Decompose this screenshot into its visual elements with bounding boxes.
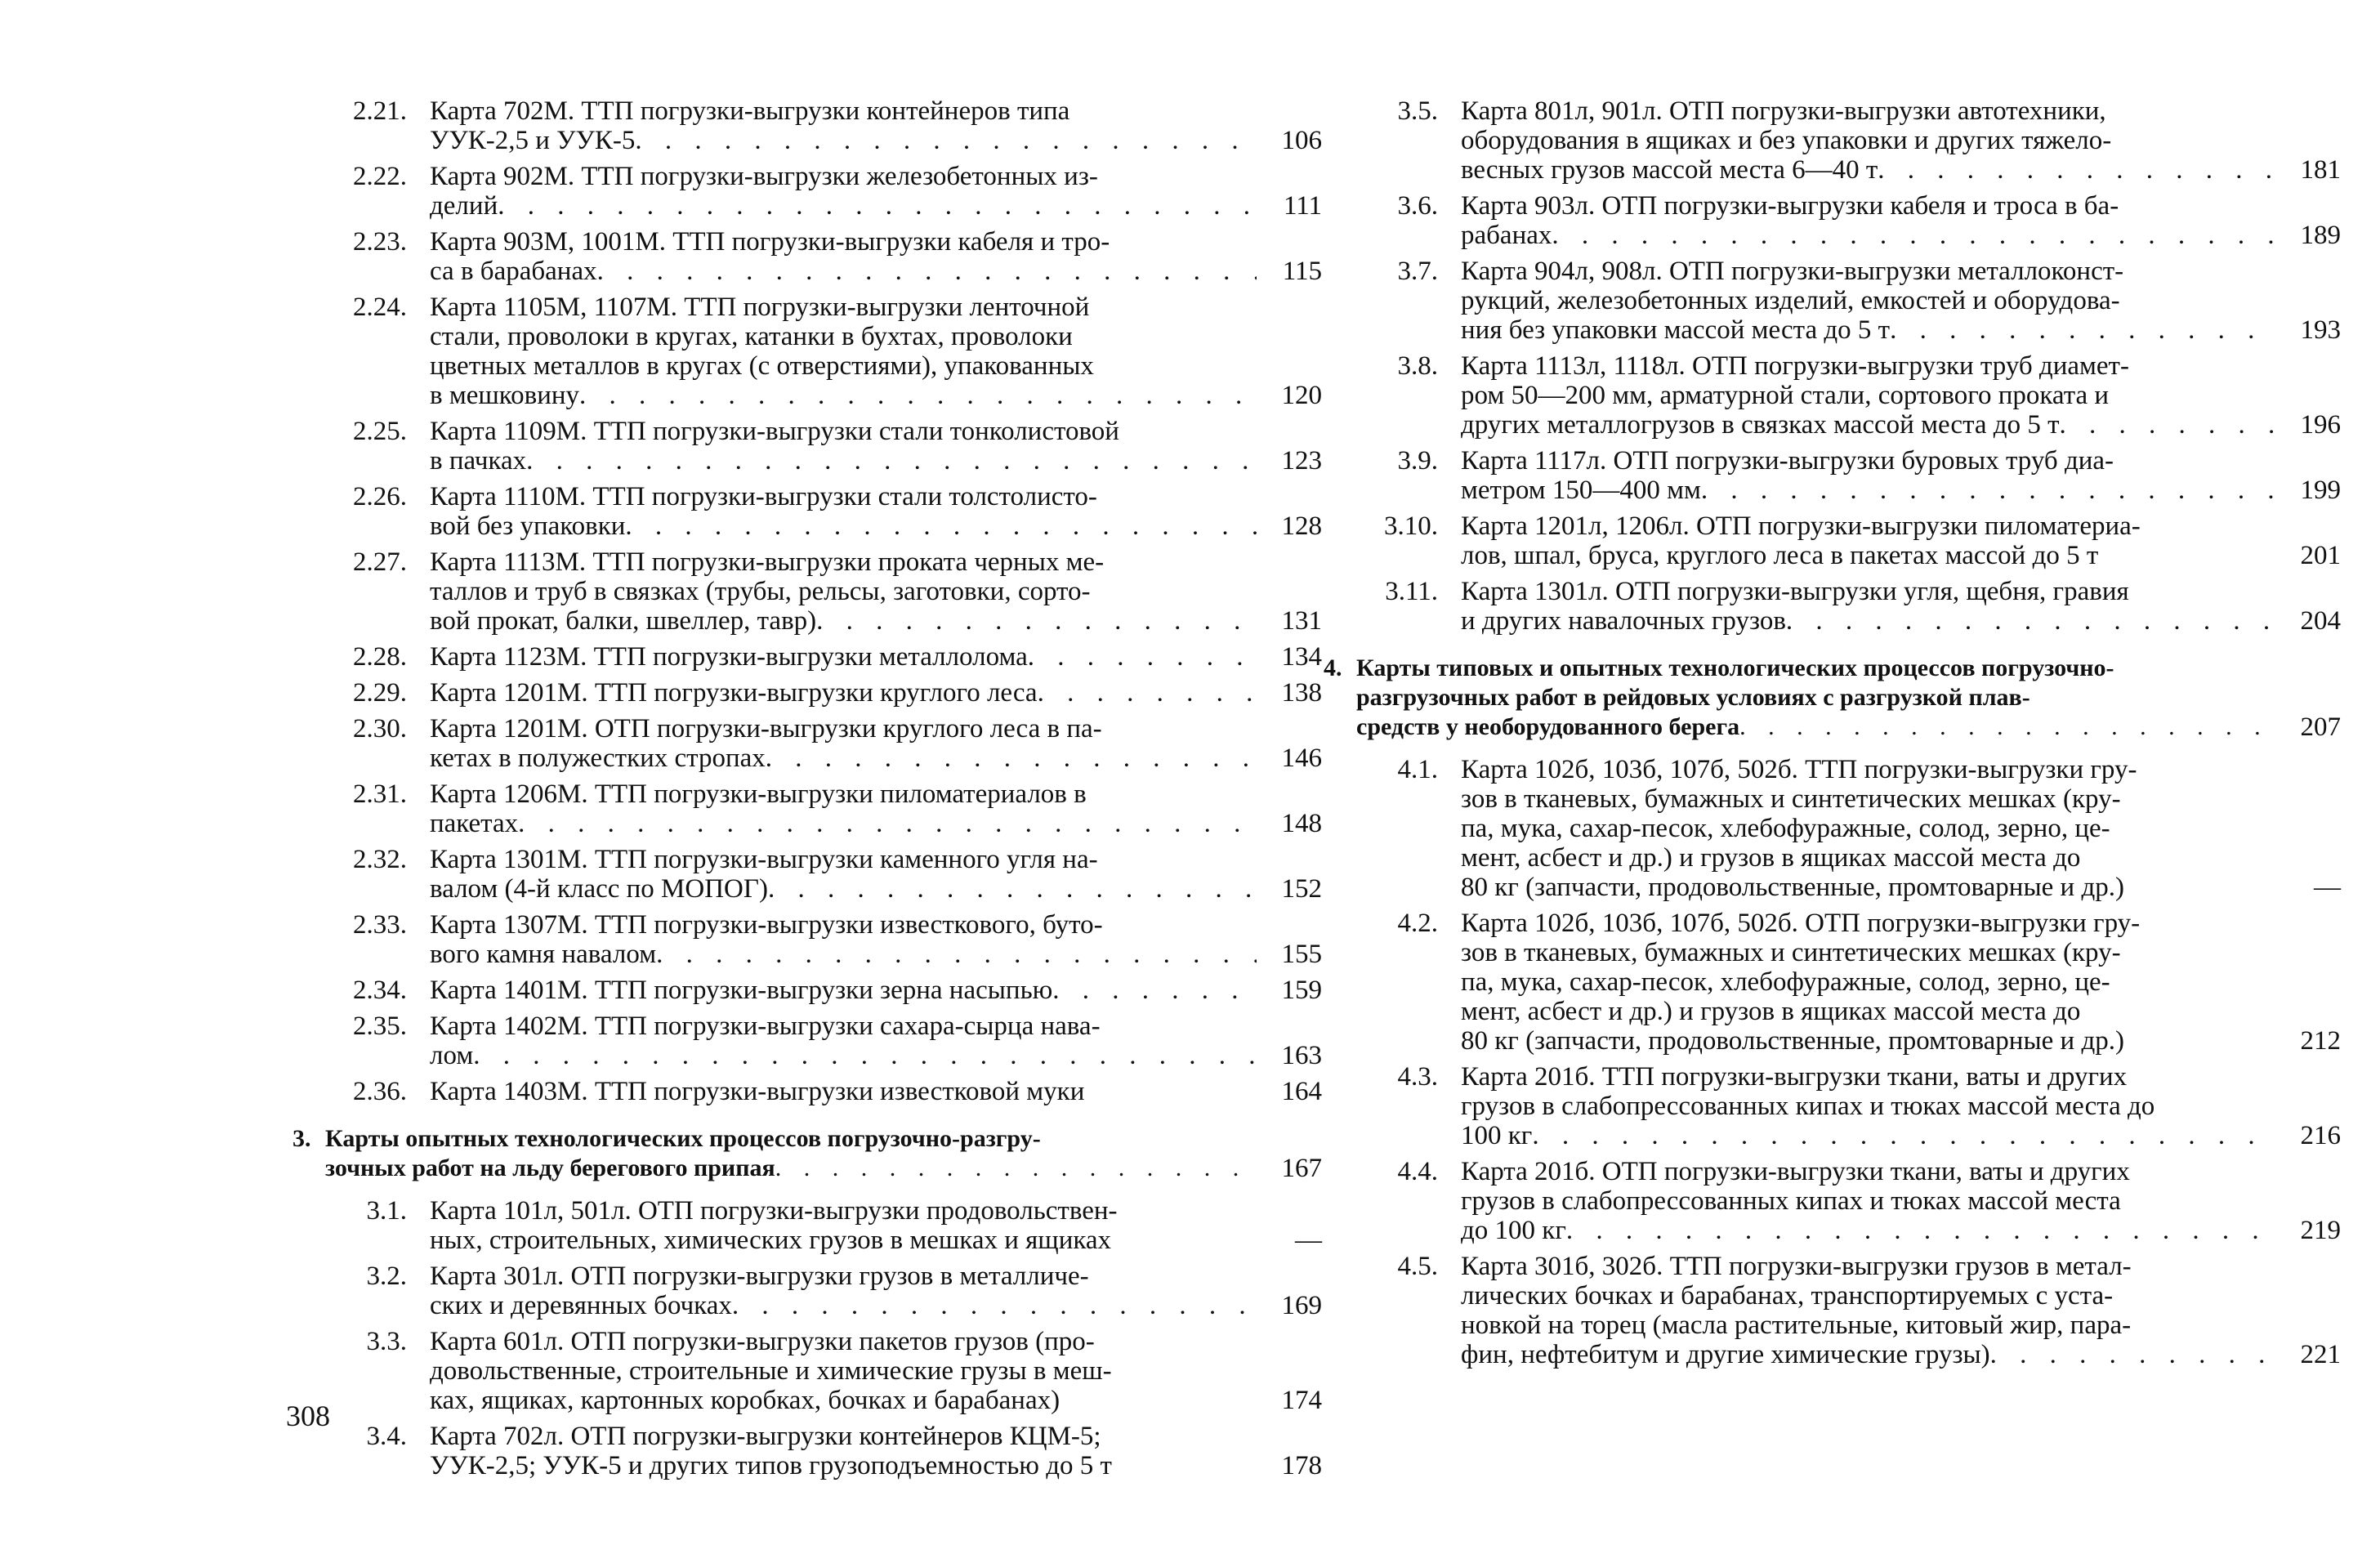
toc-entry-title [430,1077,1257,1106]
toc-entry [325,227,1322,286]
toc-entry [1356,1157,2341,1245]
toc-entry-line: Карта 601л. ОТП погрузки-выгрузки пакетов грузов (про- [430,1327,1095,1356]
toc-entry-title [1461,96,2275,185]
toc-entry-line: Карта 903М, 1001М. ТТП погрузки-выгрузки кабеля и тро- [430,227,1110,257]
toc-page-number: 178 [1281,1451,1322,1480]
toc-entry-line: Карта 1201М. ТТП погрузки-выгрузки круглого леса [430,678,1038,708]
toc-section-heading [292,1124,1322,1183]
toc-page-number: 106 [1281,126,1322,155]
toc-entry-line: кетах в полужестких стропах [430,744,766,773]
toc-entry-number: 4.3. [1397,1062,1438,1092]
toc-entry-line: па, мука, сахар-песок, хлебофуражные, солод, зерно, це- [1461,967,2110,997]
toc-entry-line: 100 кг [1461,1121,1533,1150]
toc-entry-line: Карта 1123М. ТТП погрузки-выгрузки металлолома [430,642,1028,672]
dot-leader [526,446,1257,476]
toc-entry-line: рабанах [1461,221,1552,250]
toc-entry-line: ром 50—200 мм, арматурной стали, сортового проката и [1461,381,2110,410]
toc-entry-line: фин, нефтебитум и другие химические грузы) [1461,1340,1990,1369]
toc-entry-number: 4.1. [1397,755,1438,784]
toc-entry-line: разгрузочных работ в рейдовых условиях с разгрузкой плав- [1356,684,2030,711]
toc-entry-title [430,1196,1257,1255]
toc-entry-line: ских и деревянных бочках [430,1291,732,1320]
toc-entry-number: 2.34. [353,976,407,1005]
toc-entry-title [430,292,1257,410]
toc-entry-line: до 100 кг [1461,1216,1566,1245]
toc-page-number: — [1295,1226,1322,1255]
toc-entry [325,678,1322,708]
toc-entry-number: 2.23. [353,227,407,257]
dot-leader [579,381,1257,410]
toc-page-number: 120 [1281,381,1322,410]
toc-entry-line: в мешковину [430,381,580,410]
toc-entry [325,976,1322,1005]
dot-leader [1990,1340,2275,1369]
dot-leader [1552,221,2275,250]
dot-leader [625,511,1257,541]
toc-entry-number: 2.26. [353,482,407,511]
dot-leader [1532,1121,2275,1150]
toc-entry-line: Карта 1117л. ОТП погрузки-выгрузки буровых труб диа- [1461,446,2114,476]
dot-leader [1566,1216,2275,1245]
dot-leader [775,1154,1257,1183]
toc-page-number: 131 [1281,606,1322,636]
toc-entry-number: 4. [1324,654,1342,681]
toc-page-number: 128 [1281,511,1322,541]
toc-entry-line: в пачках [430,446,527,476]
toc-entry-line: ных, строительных, химических грузов в мешках и ящиках [430,1226,1112,1255]
toc-entry-line: средств у необорудованного берега [1356,713,1740,740]
toc-page-number: 174 [1281,1386,1322,1415]
toc-entry-title [430,162,1257,221]
toc-entry-number: 3.10. [1384,511,1438,541]
toc-entry-line: 80 кг (запчасти, продовольственные, промтоварные и др.) [1461,873,2124,902]
dot-leader [2060,410,2275,440]
toc-entry-line: Карта 1401М. ТТП погрузки-выгрузки зерна насыпью [430,976,1053,1005]
toc-entry-line: цветных металлов в кругах (с отверстиями), упакованных [430,351,1094,381]
dot-leader [1739,712,2275,742]
toc-entry-title [325,1124,1257,1183]
toc-entry-line: Карта 102б, 103б, 107б, 502б. ОТП погрузки-выгрузки гру- [1461,909,2141,938]
toc-entry-line: делий [430,191,498,221]
toc-entry-title [430,1327,1257,1415]
toc-entry-line: Карта 1201М. ОТП погрузки-выгрузки круглого леса в па- [430,714,1102,744]
toc-page-number: 219 [2300,1216,2341,1245]
toc-entry-number: 3.3. [366,1327,407,1356]
toc-entry-number: 2.31. [353,779,407,809]
toc-entry-line: вой прокат, балки, швеллер, тавр) [430,606,817,636]
toc-entry-line: зов в тканевых, бумажных и синтетических мешках (кру- [1461,784,2121,814]
toc-entry [1356,577,2341,636]
toc-entry [325,910,1322,969]
toc-entry [325,1262,1322,1320]
toc-entry-line: Карта 702М. ТТП погрузки-выгрузки контейнеров типа [430,96,1070,126]
toc-entry-line: зочных работ на льду берегового припая [325,1154,775,1181]
toc-entry-title [1461,1157,2275,1245]
toc-section-heading [1324,654,2341,742]
toc-entry [1356,257,2341,345]
toc-entry-line: Карта 904л, 908л. ОТП погрузки-выгрузки металлоконст- [1461,257,2124,286]
toc-entry-line: са в барабанах [430,257,597,286]
toc-page-number: 204 [2300,606,2341,636]
toc-entry-number: 4.4. [1397,1157,1438,1186]
toc-entry-line: Карта 201б. ТТП погрузки-выгрузки ткани, ваты и других [1461,1062,2128,1092]
toc-entry-line: Карта 1109М. ТТП погрузки-выгрузки стали тонколистовой [430,417,1119,446]
toc-entry-line: Карты опытных технологических процессов погрузочно-разгру- [325,1125,1041,1152]
dot-leader [1038,678,1257,708]
toc-entry [325,1077,1322,1106]
dot-leader [518,809,1257,838]
toc-page-number: 216 [2300,1121,2341,1150]
toc-page-number: 207 [2300,712,2341,742]
toc-entry-number: 3.11. [1385,577,1438,606]
toc-page-number: 212 [2300,1026,2341,1056]
toc-page-number: 199 [2300,476,2341,505]
toc-entry-line: Карта 1307М. ТТП погрузки-выгрузки известкового, буто- [430,910,1103,940]
dot-leader [1701,476,2275,505]
toc-entry-line: оборудования в ящиках и без упаковки и других тяжело- [1461,126,2112,155]
toc-entry-line: пакетах [430,809,519,838]
toc-entry [325,714,1322,773]
toc-entry-number: 3. [292,1125,311,1152]
toc-entry-number: 3.2. [366,1262,407,1291]
toc-entry-line: лом [430,1041,474,1070]
toc-entry-title [430,1262,1257,1320]
toc-entry-line: ния без упаковки массой места до 5 т [1461,315,1891,345]
toc-entry-line: новкой на торец (масла растительные, китовый жир, пара- [1461,1311,2132,1340]
toc-entry-line: ках, ящиках, картонных коробках, бочках и барабанах) [430,1386,1061,1415]
toc-entry-title [430,779,1257,838]
toc-entry-line: Карта 201б. ОТП погрузки-выгрузки ткани, ваты и других [1461,1157,2130,1186]
toc-entry-line: весных грузов массой места 6—40 т [1461,155,1878,185]
toc-entry-number: 3.8. [1397,351,1438,381]
dot-leader [597,257,1257,286]
toc-entry-title [430,547,1257,636]
toc-entry-title [430,1011,1257,1070]
toc-page-number: — [2314,873,2341,902]
toc-entry-number: 2.27. [353,547,407,577]
toc-entry [325,547,1322,636]
toc-entry-line: зов в тканевых, бумажных и синтетических мешках (кру- [1461,938,2121,967]
dot-leader [1028,642,1257,672]
toc-page-number: 148 [1281,809,1322,838]
toc-entry-line: Карта 301л. ОТП погрузки-выгрузки грузов в металличе- [430,1262,1089,1291]
toc-entry-line: стали, проволоки в кругах, катанки в бухтах, проволоки [430,322,1073,351]
toc-entry [325,162,1322,221]
toc-entry-title [1461,351,2275,440]
toc-entry-line: довольственные, строительные и химические грузы в меш- [430,1356,1112,1386]
toc-page-number: 181 [2300,155,2341,185]
dot-leader [656,940,1257,969]
toc-entry-line: Карта 1301л. ОТП погрузки-выгрузки угля, щебня, гравия [1461,577,2129,606]
toc-entry-line: па, мука, сахар-песок, хлебофуражные, солод, зерно, це- [1461,814,2110,843]
toc-entry-title [430,96,1257,155]
toc-entry-line: Карта 1301М. ТТП погрузки-выгрузки каменного угля на- [430,845,1098,874]
toc-entry-line: вой без упаковки [430,511,626,541]
toc-entry-line: и других навалочных грузов [1461,606,1786,636]
dot-leader [1052,976,1257,1005]
toc-page-number: 167 [1281,1154,1322,1183]
toc-entry-title [1461,257,2275,345]
toc-page-number: 163 [1281,1041,1322,1070]
toc-entry-number: 3.6. [1397,191,1438,221]
toc-entry-line: валом (4-й класс по МОПОГ) [430,874,768,904]
toc-entry [325,482,1322,541]
toc-page-number: 123 [1281,446,1322,476]
toc-entry-line: УУК-2,5; УУК-5 и других типов грузоподъемностью до 5 т [430,1451,1112,1480]
toc-entry-number: 2.28. [353,642,407,672]
toc-entry-title [430,678,1257,708]
toc-entry-title [1461,1252,2275,1369]
dot-leader [498,191,1257,221]
dot-leader [1786,606,2275,636]
toc-entry [1356,1252,2341,1369]
toc-entry-line: Карта 1403М. ТТП погрузки-выгрузки известковой муки [430,1077,1085,1106]
toc-entry-line: Карта 1113л, 1118л. ОТП погрузки-выгрузки труб диамет- [1461,351,2129,381]
toc-entry [1356,1062,2341,1150]
toc-entry [1356,351,2341,440]
dot-leader [732,1291,1257,1320]
toc-entry-number: 2.35. [353,1011,407,1041]
toc-entry-title [430,976,1257,1005]
dot-leader [1878,155,2275,185]
toc-entry-number: 2.22. [353,162,407,191]
toc-entry-number: 2.30. [353,714,407,744]
toc-entry-number: 3.1. [366,1196,407,1226]
toc-page-number: 201 [2300,541,2341,570]
dot-leader [635,126,1257,155]
toc-entry [325,96,1322,155]
toc-entry-title [1461,191,2275,250]
toc-entry-title [430,417,1257,476]
toc-entry-title [430,1422,1257,1480]
toc-entry-number: 2.25. [353,417,407,446]
toc-entry-line: Карта 1201л, 1206л. ОТП погрузки-выгрузки пиломатериа- [1461,511,2141,541]
toc-page-number: 138 [1281,678,1322,708]
toc-entry-line: Карта 1110М. ТТП погрузки-выгрузки стали толстолисто- [430,482,1097,511]
toc-entry-title [430,845,1257,904]
toc-entry-line: Карта 101л, 501л. ОТП погрузки-выгрузки продовольствен- [430,1196,1118,1226]
toc-entry-line: лов, шпал, бруса, круглого леса в пакетах массой до 5 т [1461,541,2099,570]
toc-page-number: 152 [1281,874,1322,904]
dot-leader [816,606,1257,636]
toc-entry-title [1461,511,2275,570]
toc-entry-line: других металлогрузов в связках массой места до 5 т [1461,410,2060,440]
toc-entry-line: метром 150—400 мм [1461,476,1701,505]
toc-entry-number: 3.7. [1397,257,1438,286]
toc-page-number: 159 [1281,976,1322,1005]
toc-entry-number: 2.36. [353,1077,407,1106]
toc-entry [325,417,1322,476]
dot-leader [768,874,1257,904]
toc-entry-line: грузов в слабопрессованных кипах и тюках массой места [1461,1186,2121,1216]
toc-page-number: 115 [1282,257,1322,286]
toc-entry [325,1422,1322,1480]
toc-entry-title [430,714,1257,773]
toc-entry-title [1461,446,2275,505]
toc-entry-line: Карта 301б, 302б. ТТП погрузки-выгрузки грузов в метал- [1461,1252,2132,1281]
toc-entry-line: 80 кг (запчасти, продовольственные, промтоварные и др.) [1461,1026,2124,1056]
toc-entry-title [1461,909,2275,1056]
toc-entry-title [430,482,1257,541]
toc-entry [325,642,1322,672]
toc-page-number: 196 [2300,410,2341,440]
toc-entry-number: 4.5. [1397,1252,1438,1281]
toc-entry-title [430,642,1257,672]
toc-entry [325,845,1322,904]
toc-entry-line: Карта 1113М. ТТП погрузки-выгрузки проката черных ме- [430,547,1105,577]
toc-entry-number: 2.21. [353,96,407,126]
dot-leader [766,744,1257,773]
toc-entry-number: 2.32. [353,845,407,874]
toc-entry [1356,511,2341,570]
toc-entry-number: 4.2. [1397,909,1438,938]
toc-entry-line: Карта 1206М. ТТП погрузки-выгрузки пиломатериалов в [430,779,1087,809]
toc-entry-number: 2.24. [353,292,407,322]
toc-entry-number: 3.4. [366,1422,407,1451]
toc-entry-line: мент, асбест и др.) и грузов в ящиках массой места до [1461,843,2081,873]
toc-entry-title [430,227,1257,286]
toc-entry-line: Карта 801л, 901л. ОТП погрузки-выгрузки автотехники, [1461,96,2106,126]
toc-entry [325,1327,1322,1415]
toc-entry-line: Карта 702л. ОТП погрузки-выгрузки контейнеров КЦМ-5; [430,1422,1101,1451]
toc-entry-number: 3.5. [1397,96,1438,126]
toc-entry-line: рукций, железобетонных изделий, емкостей и оборудова- [1461,286,2120,315]
toc-entry-line: таллов и труб в связках (трубы, рельсы, заготовки, сорто- [430,577,1091,606]
dot-leader [1890,315,2275,345]
toc-entry [325,779,1322,838]
toc-entry-line: Карта 903л. ОТП погрузки-выгрузки кабеля и троса в ба- [1461,191,2119,221]
toc-entry-number: 2.29. [353,678,407,708]
toc-page-number: 193 [2300,315,2341,345]
toc-entry-line: лических бочках и барабанах, транспортируемых с уста- [1461,1281,2114,1311]
toc-entry-line: Карта 102б, 103б, 107б, 502б. ТТП погрузки-выгрузки гру- [1461,755,2137,784]
toc-entry-line: мент, асбест и др.) и грузов в ящиках массой места до [1461,997,2081,1026]
toc-page-number: 221 [2300,1340,2341,1369]
page-number: 308 [286,1400,330,1432]
toc-entry [325,1196,1322,1255]
toc-entry [1356,96,2341,185]
toc-entry-line: Карта 1402М. ТТП погрузки-выгрузки сахара-сырца нава- [430,1011,1101,1041]
toc-entry-title [1461,1062,2275,1150]
toc-entry [1356,909,2341,1056]
toc-entry [1356,191,2341,250]
toc-page-number: 134 [1281,642,1322,672]
toc-entry-title [1356,654,2275,742]
toc-entry-line: Карты типовых и опытных технологических процессов погрузочно- [1356,654,2114,681]
toc-entry-title [1461,755,2275,902]
toc-entry-title [430,910,1257,969]
toc-entry [1356,446,2341,505]
toc-entry [325,292,1322,410]
toc-entry [1356,755,2341,902]
toc-page-number: 169 [1281,1291,1322,1320]
toc-page-number: 111 [1283,191,1322,221]
toc-entry-line: Карта 1105М, 1107М. ТТП погрузки-выгрузки ленточной [430,292,1090,322]
toc-entry-number: 2.33. [353,910,407,940]
toc-entry [325,1011,1322,1070]
toc-entry-line: Карта 902М. ТТП погрузки-выгрузки железобетонных из- [430,162,1098,191]
toc-page-number: 189 [2300,221,2341,250]
toc-page-number: 146 [1281,744,1322,773]
toc-entry-line: УУК-2,5 и УУК-5 [430,126,636,155]
toc-entry-line: грузов в слабопрессованных кипах и тюках массой места до [1461,1092,2155,1121]
toc-right-column [1324,96,2341,1376]
toc-page-number: 155 [1281,940,1322,969]
toc-entry-title [1461,577,2275,636]
toc-entry-line: вого камня навалом [430,940,657,969]
dot-leader [473,1041,1257,1070]
toc-entry-number: 3.9. [1397,446,1438,476]
toc-page-number: 164 [1281,1077,1322,1106]
